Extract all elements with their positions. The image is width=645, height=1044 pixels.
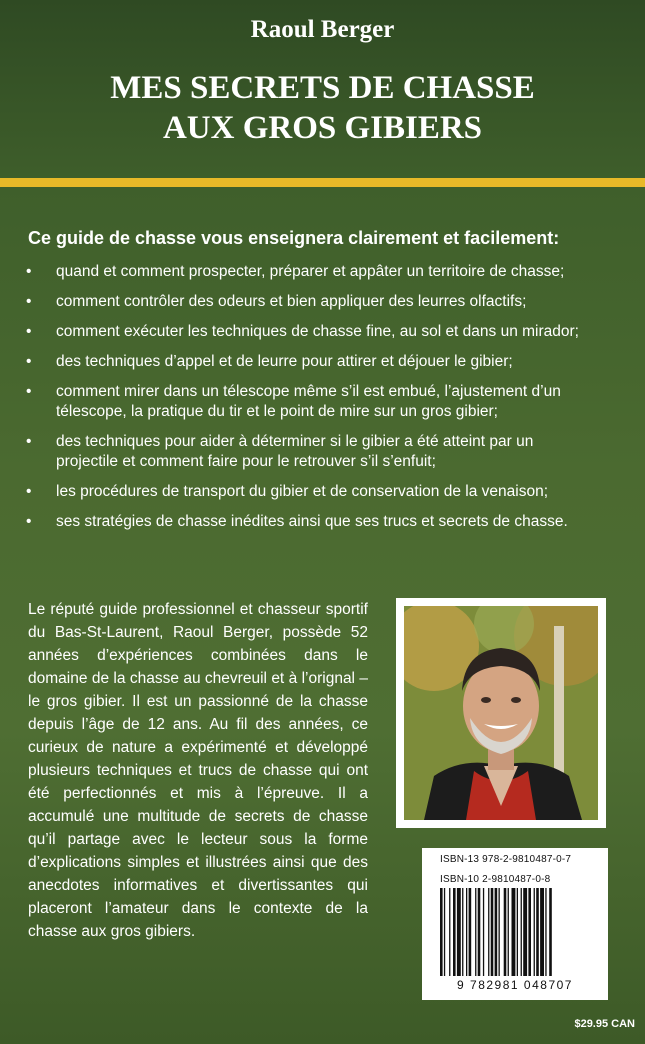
list-item: • ses stratégies de chasse inédites ainsi que ses trucs et secrets de chasse. <box>26 513 568 530</box>
author-photo <box>396 598 606 828</box>
title-line-1: MES SECRETS DE CHASSE <box>110 70 535 106</box>
isbn-13: ISBN-13 978-2-9810487-0-7 <box>440 854 572 865</box>
author-bio: Le réputé guide professionnel et chasseur sportif du Bas-St-Laurent, Raoul Berger, possède 52 années d’expériences combinées dans le domaine de la chasse au chevreuil et à l’orignal – le gros gibier. Il est un passionné de la chasse depuis l’âge de 12 ans. Au fil des années, ce curieux de nature a expérimenté et développé plusieurs techniques et trucs de chasse qui ont été perfectionnés et mis à l’épreuve. Il a accumulé une multitude de secrets de chasse qu’il partage avec le lecteur sous la forme d’explications simples et illustrées ainsi que des anecdotes informatives et divertissantes qui placeront l’amateur dans le contexte de la chasse aux gros gibiers. <box>28 601 368 940</box>
bullet-icon: • <box>26 483 32 500</box>
barcode-number: 9 782981 048707 <box>457 978 573 992</box>
book-title <box>0 68 645 148</box>
isbn-10: ISBN-10 2-9810487-0-8 <box>440 874 551 885</box>
list-item: • les procédures de transport du gibier et de conservation de la venaison; <box>26 483 548 500</box>
list-item: • des techniques d’appel et de leurre pour attirer et déjouer le gibier; <box>26 353 513 370</box>
bullet-icon: • <box>26 383 32 400</box>
bullet-icon: • <box>26 433 32 450</box>
title-line-2: AUX GROS GIBIERS <box>162 110 483 146</box>
cover-header <box>0 0 645 178</box>
list-item: • comment contrôler des odeurs et bien appliquer des leurres olfactifs; <box>26 293 527 310</box>
portrait-illustration <box>404 606 598 820</box>
bullet-icon: • <box>26 263 32 280</box>
bullet-icon: • <box>26 353 32 370</box>
bullet-icon: • <box>26 323 32 340</box>
bullet-icon: • <box>26 293 32 310</box>
barcode-panel <box>422 848 608 1000</box>
list-item: • comment mirer dans un télescope même s’il est embué, l’ajustement d’un télescope, la pratique du tir et le point de mire sur un gros gibier; <box>26 383 561 420</box>
bullet-list <box>26 262 638 542</box>
yellow-divider <box>0 178 645 187</box>
price-label: $29.95 CAN <box>574 1018 635 1030</box>
author-portrait-image <box>404 606 598 820</box>
list-item: • comment exécuter les techniques de chasse fine, au sol et dans un mirador; <box>26 323 579 340</box>
author-name: Raoul Berger <box>250 16 395 43</box>
list-item: • des techniques pour aider à déterminer si le gibier a été atteint par un projectile et comment faire pour le retrouver s’il s’enfuit; <box>26 433 534 470</box>
list-item: • quand et comment prospecter, préparer et appâter un territoire de chasse; <box>26 263 565 280</box>
barcode-bars <box>422 888 608 980</box>
bullet-icon: • <box>26 513 32 530</box>
intro-heading: Ce guide de chasse vous enseignera clairement et facilement: <box>28 228 560 248</box>
